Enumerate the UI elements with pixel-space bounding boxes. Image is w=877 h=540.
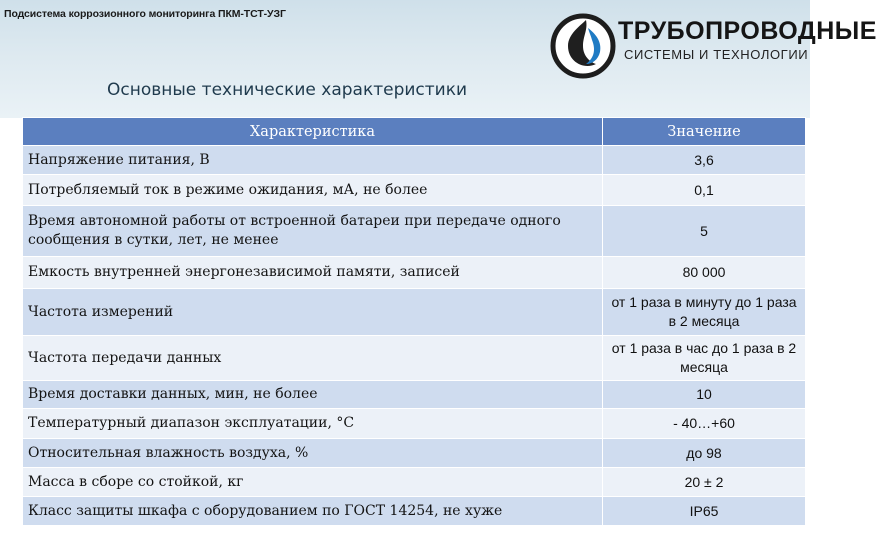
row-name: Класс защиты шкафа с оборудованием по ГОСТ 14254, не хуже [23,497,603,526]
table-row [23,175,806,206]
row-name: Частота измерений [23,289,603,336]
row-value: 80 000 [603,257,806,289]
row-value: от 1 раза в минуту до 1 раза в 2 месяца [603,289,806,336]
logo-title: ТРУБОПРОВОДНЫЕ [618,17,877,45]
table-row [23,336,806,381]
row-name: Относительная влажность воздуха, % [23,439,603,468]
row-name: Емкость внутренней энергонезависимой памяти, записей [23,257,603,289]
row-value: от 1 раза в час до 1 раза в 2 месяца [603,336,806,381]
company-logo [548,2,877,86]
table-header-row [23,118,806,146]
row-value: 5 [603,206,806,257]
table-row [23,257,806,289]
row-value: 3,6 [603,146,806,175]
table-row [23,206,806,257]
table-row [23,497,806,526]
specs-table [22,117,806,526]
table-row [23,381,806,409]
row-value: 10 [603,381,806,409]
row-name: Масса в сборе со стойкой, кг [23,468,603,497]
drop-icon [550,6,616,82]
table-row [23,439,806,468]
row-name: Потребляемый ток в режиме ожидания, мА, не более [23,175,603,206]
row-name: Время доставки данных, мин, не более [23,381,603,409]
row-value: 20 ± 2 [603,468,806,497]
table-row [23,409,806,439]
row-value: - 40…+60 [603,409,806,439]
column-header-value: Значение [603,118,806,146]
row-name: Напряжение питания, В [23,146,603,175]
table-row [23,289,806,336]
row-name: Время автономной работы от встроенной батареи при передаче одного сообщения в сутки, лет, не менее [23,206,603,257]
row-name: Температурный диапазон эксплуатации, °С [23,409,603,439]
row-value: до 98 [603,439,806,468]
table-row [23,468,806,497]
logo-subtitle: СИСТЕМЫ И ТЕХНОЛОГИИ [624,47,809,62]
row-name: Частота передачи данных [23,336,603,381]
column-header-name: Характеристика [23,118,603,146]
subsystem-title: Подсистема коррозионного мониторинга ПКМ-ТСТ-УЗГ [4,8,286,20]
row-value: 0,1 [603,175,806,206]
row-value: IP65 [603,497,806,526]
table-row [23,146,806,175]
page-title: Основные технические характеристики [107,80,468,100]
